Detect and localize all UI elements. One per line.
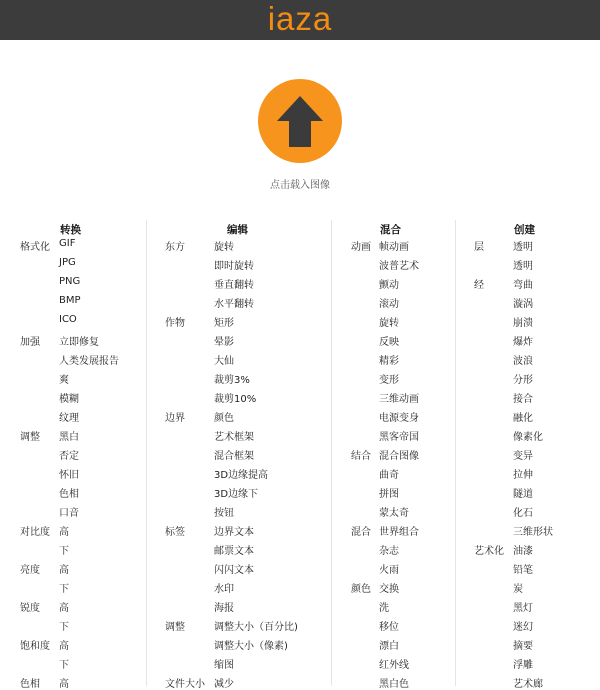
menu-item[interactable]: 弯曲: [513, 280, 533, 291]
menu-item[interactable]: 铅笔: [513, 565, 533, 576]
column-title: 混合: [380, 224, 401, 236]
menu-item[interactable]: 按钮: [214, 508, 234, 519]
menu-item[interactable]: 即时旋转: [214, 261, 254, 272]
menu-item[interactable]: 黑白色: [379, 679, 409, 690]
menu-item[interactable]: 海报: [214, 603, 234, 614]
category-label: 边界: [165, 413, 185, 424]
menu-item[interactable]: 色相: [59, 489, 79, 500]
menu-item[interactable]: 缩图: [214, 660, 234, 671]
menu-item[interactable]: 下: [59, 584, 69, 595]
menu-item[interactable]: 漩涡: [513, 299, 533, 310]
menu-column-2: [331, 220, 455, 690]
menu-item[interactable]: 变形: [379, 375, 399, 386]
menu-item[interactable]: 高: [59, 603, 69, 614]
menu-item[interactable]: 立即修复: [59, 337, 99, 348]
menu-item[interactable]: 蒙太奇: [379, 508, 409, 519]
menu-item[interactable]: 红外线: [379, 660, 409, 671]
menu-item[interactable]: 透明: [513, 261, 533, 272]
menu-item[interactable]: 晕影: [214, 337, 234, 348]
category-label: 东方: [165, 242, 185, 253]
menu-column-3: [455, 220, 576, 690]
menu-item[interactable]: 高: [59, 527, 69, 538]
menu-item[interactable]: 爽: [59, 375, 69, 386]
column-title: 编辑: [227, 224, 248, 236]
menu-item[interactable]: 曲奇: [379, 470, 399, 481]
menu-item[interactable]: 黑客帝国: [379, 432, 419, 443]
menu-item[interactable]: 杂志: [379, 546, 399, 557]
menu-item[interactable]: ICO: [59, 314, 77, 325]
menu-item[interactable]: 旋转: [214, 242, 234, 253]
menu-column-1: [146, 220, 331, 690]
menu-item[interactable]: 垂直翻转: [214, 280, 254, 291]
category-label: 加强: [20, 337, 40, 348]
category-label: 层: [474, 242, 484, 253]
menu-item[interactable]: 摘要: [513, 641, 533, 652]
menu-item[interactable]: 黑白: [59, 432, 79, 443]
menu-item[interactable]: 迷幻: [513, 622, 533, 633]
menu-item[interactable]: 3D边缘提高: [214, 470, 269, 481]
menu-item[interactable]: 下: [59, 546, 69, 557]
menu-item[interactable]: 漂白: [379, 641, 399, 652]
menu-item[interactable]: 高: [59, 679, 69, 690]
menu-item[interactable]: 怀旧: [59, 470, 79, 481]
menu-item[interactable]: 世界组合: [379, 527, 419, 538]
menu-item[interactable]: 矩形: [214, 318, 234, 329]
menu-item[interactable]: 纹理: [59, 413, 79, 424]
menu-item[interactable]: 火雨: [379, 565, 399, 576]
menu-item[interactable]: 变异: [513, 451, 533, 462]
menu-item[interactable]: 三维动画: [379, 394, 419, 405]
menu-item[interactable]: 否定: [59, 451, 79, 462]
category-label: 动画: [351, 242, 371, 253]
menu-item[interactable]: 爆炸: [513, 337, 533, 348]
menu-item[interactable]: 人类发展报告: [59, 356, 119, 367]
column-title: 转换: [60, 224, 81, 236]
arrow-up-icon: [258, 79, 342, 163]
menu-item[interactable]: 拼图: [379, 489, 399, 500]
menu-item[interactable]: 艺术框架: [214, 432, 254, 443]
menu-item[interactable]: 旋转: [379, 318, 399, 329]
category-label: 混合: [351, 527, 371, 538]
menu-item[interactable]: 电源变身: [379, 413, 419, 424]
menu-item[interactable]: BMP: [59, 295, 81, 306]
upload-image-button[interactable]: [258, 79, 342, 163]
category-label: 颜色: [351, 584, 371, 595]
menu-item[interactable]: 滚动: [379, 299, 399, 310]
menu-item[interactable]: 炭: [513, 584, 523, 595]
menu-item[interactable]: 移位: [379, 622, 399, 633]
menu-item[interactable]: 裁剪3%: [214, 375, 250, 386]
category-label: 文件大小: [165, 679, 205, 690]
menu-item[interactable]: 融化: [513, 413, 533, 424]
menu-item[interactable]: 崩溃: [513, 318, 533, 329]
category-label: 锐度: [20, 603, 40, 614]
menu-item[interactable]: 高: [59, 641, 69, 652]
menu-item[interactable]: 调整大小（百分比): [214, 622, 298, 633]
menu-item[interactable]: GIF: [59, 238, 76, 249]
menu-item[interactable]: 下: [59, 622, 69, 633]
menu-item[interactable]: 拉伸: [513, 470, 533, 481]
menu-item[interactable]: PNG: [59, 276, 81, 287]
menu-item[interactable]: 三维形状: [513, 527, 553, 538]
menu-item[interactable]: 减少: [214, 679, 234, 690]
menu-item[interactable]: 化石: [513, 508, 533, 519]
logo[interactable]: iaza: [267, 0, 333, 37]
menu-item[interactable]: 模糊: [59, 394, 79, 405]
category-label: 亮度: [20, 565, 40, 576]
category-label: 对比度: [20, 527, 50, 538]
menu-item[interactable]: 闪闪文本: [214, 565, 254, 576]
menu-column-0: [18, 220, 144, 690]
menu-item[interactable]: 反映: [379, 337, 399, 348]
menu-item[interactable]: 下: [59, 660, 69, 671]
menu-item[interactable]: 黑灯: [513, 603, 533, 614]
menu-item[interactable]: 透明: [513, 242, 533, 253]
top-header-bar: [0, 0, 600, 40]
menu-item[interactable]: 接合: [513, 394, 533, 405]
menu-item[interactable]: 波普艺术: [379, 261, 419, 272]
category-label: 调整: [165, 622, 185, 633]
menu-item[interactable]: 裁剪10%: [214, 394, 257, 405]
menu-item[interactable]: 分形: [513, 375, 533, 386]
upload-label[interactable]: 点击载入图像: [270, 180, 330, 191]
menu-item[interactable]: 边界文本: [214, 527, 254, 538]
menu-item[interactable]: 调整大小（像素): [214, 641, 288, 652]
menu-item[interactable]: 水平翻转: [214, 299, 254, 310]
category-label: 色相: [20, 679, 40, 690]
menu-item[interactable]: 混合框架: [214, 451, 254, 462]
menu-item[interactable]: 帧动画: [379, 242, 409, 253]
menu-item[interactable]: 交换: [379, 584, 399, 595]
category-label: 饱和度: [20, 641, 50, 652]
menu-item[interactable]: 像素化: [513, 432, 543, 443]
category-label: 结合: [351, 451, 371, 462]
menu-item[interactable]: 艺术廊: [513, 679, 543, 690]
menu-item[interactable]: 混合图像: [379, 451, 419, 462]
menu-item[interactable]: 3D边缘下: [214, 489, 259, 500]
menu-item[interactable]: 浮雕: [513, 660, 533, 671]
column-title: 创建: [514, 224, 535, 236]
category-label: 作物: [165, 318, 185, 329]
menu-item[interactable]: 大仙: [214, 356, 234, 367]
menu-item[interactable]: 洗: [379, 603, 389, 614]
menu-item[interactable]: JPG: [59, 257, 76, 268]
menu-item[interactable]: 颤动: [379, 280, 399, 291]
category-label: 标签: [165, 527, 185, 538]
menu-item[interactable]: 油漆: [513, 546, 533, 557]
menu-item[interactable]: 高: [59, 565, 69, 576]
category-label: 格式化: [20, 242, 50, 253]
menu-item[interactable]: 口音: [59, 508, 79, 519]
menu-item[interactable]: 波浪: [513, 356, 533, 367]
menu-item[interactable]: 水印: [214, 584, 234, 595]
menu-item[interactable]: 精彩: [379, 356, 399, 367]
category-label: 调整: [20, 432, 40, 443]
menu-item[interactable]: 颜色: [214, 413, 234, 424]
menu-item[interactable]: 邮票文本: [214, 546, 254, 557]
category-label: 艺术化: [474, 546, 504, 557]
category-label: 经: [474, 280, 484, 291]
menu-item[interactable]: 隧道: [513, 489, 533, 500]
